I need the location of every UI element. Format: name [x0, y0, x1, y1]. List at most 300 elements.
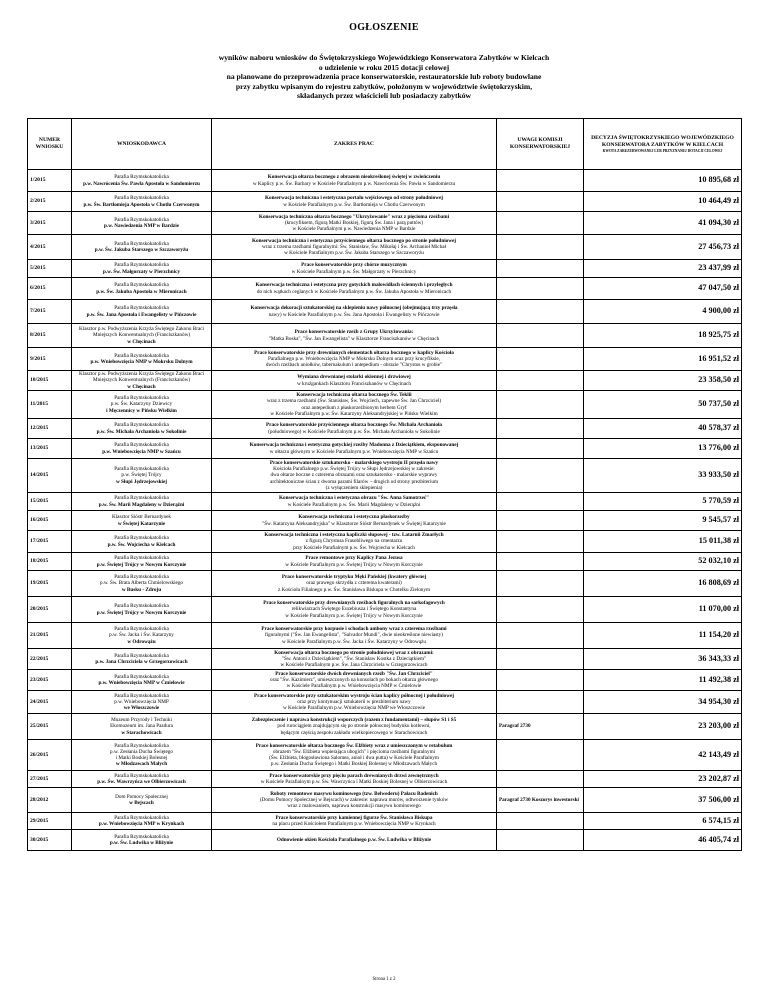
- scope-line: wraz z trzema rzeźbami figuralnymi: Św. Stanisław, Św. Mikołaj i Św. Archanioł Michał: [262, 243, 446, 250]
- scope-line: w Kościele Parafialnym p.w. Św. Jakuba Starszego w Szczaworyżu: [284, 250, 424, 257]
- applicant-line: p.w. Św. Jakuba Apostoła w Mieronicach: [96, 288, 187, 295]
- table-row: [28, 691, 742, 714]
- results-table: [27, 118, 742, 851]
- applicant-line: Parafia Rzymskokatolicka: [114, 442, 169, 449]
- applicant-line: Parafia Rzymskokatolicka: [114, 535, 169, 542]
- cell-applicant: [72, 597, 212, 623]
- header-remarks: UWAGI KOMISJI KONSERWATORSKIEJ: [497, 119, 584, 170]
- applicant-line: p.w. Nawrócenia Św. Pawła Apostoła w Sandomierzu: [83, 180, 200, 187]
- cell-scope: [212, 740, 497, 771]
- cell-scope: [212, 597, 497, 623]
- scope-line: Konserwacja techniczna i estetyczna gotyckiej rzeźby Madonna z Dzieciątkiem, eksponowanej: [249, 442, 459, 449]
- applicant-line: p.w. Wniebowzięcia NMP w Mokrsku Dolnym: [90, 359, 193, 365]
- scope-line: oraz "Św. Kazimierz", umieszczonych na konsolach po bokach ołtarza głównego: [270, 676, 438, 683]
- cell-remarks: [497, 691, 584, 714]
- cell-number: 20/2015: [28, 597, 72, 623]
- table-row: [28, 597, 742, 623]
- applicant-line: p.w. Wniebowzięcia NMP w Szańcu: [102, 448, 181, 455]
- cell-scope: [212, 419, 497, 439]
- cell-amount: 23 202,87 zł: [584, 771, 742, 788]
- table-row: [28, 493, 742, 511]
- scope-line: w Kaplicy p.w. Św. Barbary w Kościele Parafialnym p.w. Nawrócenia Św. Pawła w Sandomierzu: [252, 180, 456, 187]
- scope-line: przy Kościele Parafialnym p.w. Św. Wojciecha w Kielcach: [293, 544, 415, 551]
- scope-line: dwa ołtarze boczne z czterema obrazami oraz sztukatorsko - malarskie wyprawy: [270, 472, 438, 479]
- table-row: [28, 531, 742, 553]
- scope-line: p.w. Zesłania Ducha Świętego i Matki Boskiej Bolesnej w Młodzawach Małych: [270, 761, 438, 768]
- cell-applicant: [72, 300, 212, 324]
- table-row: [28, 623, 742, 649]
- scope-line: (z wyłączeniem sklepienia): [325, 484, 383, 491]
- table-row: [28, 278, 742, 300]
- applicant-line: Parafia Rzymskokatolicka: [114, 262, 169, 269]
- table-row: [28, 788, 742, 813]
- cell-applicant: [72, 260, 212, 278]
- cell-applicant: [72, 348, 212, 371]
- applicant-line: i Matki Boskiej Bolesnej: [115, 755, 168, 761]
- cell-number: 4/2015: [28, 235, 72, 260]
- applicant-line: p.w. Św. Jakuba Starszego w Szczaworyżu: [94, 247, 189, 253]
- cell-applicant: [72, 813, 212, 830]
- cell-remarks: [497, 740, 584, 771]
- applicant-line: Muzeum Przyrody i Techniki: [111, 717, 172, 724]
- cell-number: 18/2015: [28, 553, 72, 571]
- cell-scope: [212, 531, 497, 553]
- cell-scope: [212, 714, 497, 740]
- scope-line: Prace konserwatorskie ołtarza bocznego Św. Elżbiety wraz z umieszczonym w retabulum: [255, 742, 453, 749]
- applicant-line: p.w. Św. Wawrzyńca we Olbierzowicach: [97, 779, 186, 785]
- cell-amount: 41 094,30 zł: [584, 212, 742, 235]
- cell-remarks: Paragraf 2730 Koszorys inwestorski: [497, 788, 584, 813]
- page-footer: Strona 1 z 2: [372, 977, 396, 982]
- subtitle-line: o udzielenie w roku 2015 dotacji celowej: [318, 62, 450, 72]
- scope-line: będącym częścią zespołu zakładu wielkopiecowego w Starachowicach: [280, 729, 428, 736]
- cell-scope: [212, 813, 497, 830]
- cell-number: 19/2015: [28, 571, 72, 597]
- scope-line: Konserwacja techniczna i estetyczna portalu wejściowego od strony południowej: [265, 195, 443, 202]
- cell-number: 26/2015: [28, 740, 72, 771]
- cell-remarks: [497, 511, 584, 531]
- cell-scope: [212, 788, 497, 813]
- cell-remarks: [497, 830, 584, 851]
- applicant-line: Parafia Rzymskokatolicka: [114, 495, 169, 502]
- applicant-line: w Słupi Jędrzejowskiej: [115, 478, 167, 485]
- applicant-line: w Bejscach: [129, 800, 154, 806]
- cell-amount: 16 951,52 zł: [584, 348, 742, 371]
- scope-line: Prace remontowe przy Kaplicy Pana Jezusa: [305, 555, 403, 562]
- applicant-line: w Busku - Zdroju: [121, 586, 162, 593]
- scope-line: w Kościele Parafialnym p.w. Świętej Trójcy w Nowym Korczynie: [285, 561, 423, 568]
- cell-scope: [212, 511, 497, 531]
- applicant-line: w Młodzawach Małych: [115, 761, 168, 768]
- table-row: [28, 371, 742, 391]
- cell-number: 13/2015: [28, 439, 72, 459]
- scope-line: Prace konserwatorskie rzeźb z Grupy Ukrzyżowania:: [294, 329, 414, 336]
- cell-number: 2/2015: [28, 192, 72, 212]
- scope-line: Prace konserwatorskie przy chórze muzycznym: [301, 262, 407, 269]
- cell-number: 3/2015: [28, 212, 72, 235]
- scope-line: "Św. Antoni z Dzieciątkiem", "Św. Stanisław Kostka z Dzieciątkiem": [281, 655, 427, 662]
- cell-remarks: [497, 813, 584, 830]
- cell-amount: 10 895,68 zł: [584, 170, 742, 192]
- applicant-line: Parafia Rzymskokatolicka: [114, 174, 169, 181]
- applicant-line: p.w. Św. Marii Magdaleny w Dzierążni: [98, 501, 185, 508]
- cell-remarks: [497, 649, 584, 670]
- cell-scope: [212, 493, 497, 511]
- cell-amount: 50 737,50 zł: [584, 391, 742, 419]
- scope-line: Konserwacja techniczna i estetyczna kapliczki słupowej - tzw. Latarnii Zmarłych: [264, 532, 444, 539]
- table-row: [28, 324, 742, 348]
- scope-line: Kościoła Parafialnego p.w. Świętej Trójcy w Słupi Jędrzejowskiej w zakresie:: [273, 466, 435, 473]
- cell-scope: [212, 235, 497, 260]
- scope-line: w Kościele Parafialnym p.w. Nawiedzenia NMP w Bardzie: [292, 226, 416, 233]
- applicant-line: p.w. Św. Michała Archanioła w Sokolinie: [96, 428, 187, 435]
- cell-number: 28/2012: [28, 788, 72, 813]
- document-title: OGŁOSZENIE: [349, 22, 419, 33]
- cell-remarks: [497, 553, 584, 571]
- cell-amount: 40 578,37 zł: [584, 419, 742, 439]
- applicant-line: Parafia Rzymskokatolicka: [114, 814, 169, 821]
- scope-line: Prace konserwatorskie przy pięciu parach drewnianych drzwi zewnętrznych: [269, 772, 439, 779]
- table-row: [28, 348, 742, 371]
- cell-remarks: [497, 771, 584, 788]
- applicant-line: Klasztor p.w. Podwyższenia Krzyża Świętego Zakonu Braci: [79, 371, 204, 378]
- cell-amount: 23 358,50 zł: [584, 371, 742, 391]
- scope-line: Konserwacja techniczna ołtarza bocznego "Ukrzyżowanie" wraz z pięcioma rzeźbami: [258, 213, 450, 220]
- scope-line: Prace konserwatorskie przy kamiennej figurze Św. Stanisława Biskupa: [275, 814, 433, 821]
- applicant-line: Parafia Rzymskokatolicka: [114, 352, 169, 359]
- applicant-line: Parafia Rzymskokatolicka: [114, 652, 169, 659]
- cell-amount: 27 456,73 zł: [584, 235, 742, 260]
- table-row: [28, 419, 742, 439]
- applicant-line: Parafia Rzymskokatolicka: [114, 195, 169, 202]
- scope-line: z figurą Chrystusa Frasobliwego na cmentarzu: [305, 538, 403, 545]
- scope-line: "Św. Katarzyna Aleksandryjska" w Klasztorze Sióstr Bernardynek w Świętej Katarzynie: [262, 520, 446, 527]
- cell-applicant: [72, 459, 212, 493]
- table-row: [28, 771, 742, 788]
- applicant-line: Parafia Rzymskokatolicka: [114, 305, 169, 312]
- cell-scope: [212, 771, 497, 788]
- cell-applicant: [72, 511, 212, 531]
- cell-number: 1/2015: [28, 170, 72, 192]
- cell-remarks: [497, 192, 584, 212]
- scope-line: Konserwacja techniczna i estetyczna płaskorzeźby: [298, 514, 410, 521]
- results-table-body: [28, 170, 742, 851]
- cell-scope: [212, 260, 497, 278]
- cell-amount: 42 143,49 zł: [584, 740, 742, 771]
- cell-remarks: [497, 419, 584, 439]
- cell-applicant: [72, 714, 212, 740]
- scope-line: Prace konserwatorskie sztukatorsko - malarskiego wystroju II przęsła nawy: [269, 460, 439, 467]
- table-row: [28, 571, 742, 597]
- cell-amount: 11 154,20 zł: [584, 623, 742, 649]
- table-row: [28, 300, 742, 324]
- cell-applicant: [72, 771, 212, 788]
- cell-scope: [212, 553, 497, 571]
- cell-amount: 15 011,38 zł: [584, 531, 742, 553]
- header-decision: [584, 119, 742, 170]
- header-decision-title: DECYZJA ŚWIĘTOKRZYSKIEGO WOJEWÓDZKIEGO KONSERWATORA ZABYTKÓW W KIELCACH: [591, 134, 734, 148]
- cell-applicant: [72, 531, 212, 553]
- applicant-line: p.w. Wniebowzięcia NMP w Krynkach: [98, 821, 185, 827]
- cell-remarks: [497, 670, 584, 691]
- cell-number: 7/2015: [28, 300, 72, 324]
- applicant-line: p.w. Św. Jacka i Św. Katarzyny: [109, 632, 174, 639]
- cell-scope: [212, 348, 497, 371]
- applicant-line: w Starachowicach: [121, 729, 162, 736]
- cell-remarks: [497, 439, 584, 459]
- table-row: [28, 170, 742, 192]
- cell-number: 21/2015: [28, 623, 72, 649]
- cell-applicant: [72, 371, 212, 391]
- cell-amount: 33 933,50 zł: [584, 459, 742, 493]
- cell-amount: 10 464,49 zł: [584, 192, 742, 212]
- scope-line: Prace konserwatorskie tryptyku Męki Pańskiej (kwatery głównej: [281, 574, 427, 581]
- scope-line: Konserwacja dekoracji sztukatorskiej na sklepieniu nawy północnej (obejmującą trzy przęsła: [250, 305, 458, 312]
- scope-line: Zabezpieczenie i naprawa konstrukcji wsporczych (razem z fundamentami) – słupów S1 i S5: [251, 717, 457, 724]
- applicant-line: Mniejszych Konwentualnych (Franciszkanów): [92, 377, 191, 384]
- cell-amount: 18 925,75 zł: [584, 324, 742, 348]
- applicant-line: p.w. Świętej Trójcy w Nowym Korczynie: [96, 561, 187, 568]
- cell-amount: 11 070,00 zł: [584, 597, 742, 623]
- header-decision-sub: KWOTA ZAREZERWOWANEJ LUB PRZYZNANEJ DOTACJI CELOWEJ: [602, 148, 723, 153]
- table-row: [28, 511, 742, 531]
- table-row: [28, 235, 742, 260]
- scope-line: (południowego) w Kościele Parafialnym p.w. Św. Michała Archanioła w Sokolinie: [268, 428, 440, 435]
- applicant-line: w Chęcinach: [127, 383, 156, 390]
- cell-amount: 11 492,38 zł: [584, 670, 742, 691]
- cell-scope: [212, 300, 497, 324]
- table-row: [28, 553, 742, 571]
- cell-number: 14/2015: [28, 459, 72, 493]
- scope-line: w Kościele Parafialnym p.w. Św. Wawrzyńca i Matki Boskiej Bolesnej w Olbierzowicach: [260, 779, 448, 785]
- cell-applicant: [72, 649, 212, 670]
- table-row: [28, 212, 742, 235]
- applicant-line: p.w. Św. Jana Apostoła i Ewangelisty w Pińczowie: [86, 311, 197, 318]
- applicant-line: w Chęcinach: [127, 338, 156, 345]
- cell-amount: 23 437,99 zł: [584, 260, 742, 278]
- table-row: [28, 813, 742, 830]
- applicant-line: p.w. Św. Ludwika w Bliżynie: [109, 840, 174, 846]
- scope-line: w Kościele Parafialnym p.w. Św. Małgorzaty w Pierzchnicy: [291, 268, 417, 275]
- cell-remarks: [497, 531, 584, 553]
- header-scope: ZAKRES PRAC: [212, 119, 497, 170]
- applicant-line: p.w. Wniebowzięcia NMP: [114, 698, 169, 705]
- header-applicant: WNIOSKODAWCA: [72, 119, 212, 170]
- cell-scope: [212, 439, 497, 459]
- cell-number: 15/2015: [28, 493, 72, 511]
- applicant-line: w Świętej Katarzynie: [117, 520, 166, 527]
- scope-line: Prace konserwatorskie przy drewnianych rzeźbach figuralnych na sarkofagowych: [263, 600, 445, 607]
- scope-line: oraz przy kontynuacji sztukaterii w prezbiterium nawy: [297, 698, 411, 705]
- applicant-line: p.w. Św. Bartłomieja Apostoła w Chotlu Czerwonym: [83, 201, 200, 208]
- cell-number: 24/2015: [28, 691, 72, 714]
- cell-amount: 16 808,69 zł: [584, 571, 742, 597]
- cell-applicant: [72, 235, 212, 260]
- scope-line: nawy) w Kościele Parafialnym p.w. Św. Jana Apostoła i Ewangelisty w Pińczowie: [268, 311, 440, 318]
- cell-scope: [212, 691, 497, 714]
- applicant-line: p.w. Świętej Trójcy w Nowym Korczynie: [96, 609, 187, 616]
- cell-scope: [212, 459, 497, 493]
- cell-number: 8/2015: [28, 324, 72, 348]
- cell-scope: [212, 649, 497, 670]
- table-row: [28, 192, 742, 212]
- cell-applicant: [72, 740, 212, 771]
- cell-number: 10/2015: [28, 371, 72, 391]
- applicant-line: Mniejszych Konwentualnych (Franciszkanów): [92, 332, 191, 339]
- table-row: [28, 670, 742, 691]
- scope-line: pod rurociągiem znajdującym się po stronie północnej budynku kotłowni,: [277, 723, 431, 730]
- scope-line: oraz antepedium z płaskorzeźbionym herbem Gryf: [301, 404, 407, 411]
- scope-line: na placu przed Kościołem Parafialnym p.w. Wniebowzięcia NMP w Krynkach: [272, 821, 436, 827]
- applicant-line: Parafia Rzymskokatolicka: [114, 555, 169, 562]
- cell-number: 25/2015: [28, 714, 72, 740]
- cell-applicant: [72, 391, 212, 419]
- cell-applicant: [72, 691, 212, 714]
- scope-line: w Kościele Parafialnym p.w. Świętej Trójcy w Nowym Korczynie: [285, 612, 423, 619]
- cell-applicant: [72, 670, 212, 691]
- cell-amount: 13 776,00 zł: [584, 439, 742, 459]
- document-subtitle: [100, 53, 668, 101]
- scope-line: Prace konserwatorskie przyściennego ołtarza bocznego Św. Michała Archanioła: [266, 422, 442, 429]
- cell-applicant: [72, 212, 212, 235]
- applicant-line: Parafia Rzymskokatolicka: [114, 673, 169, 680]
- applicant-line: Parafia Rzymskokatolicka: [114, 240, 169, 247]
- cell-remarks: [497, 371, 584, 391]
- table-row: [28, 740, 742, 771]
- cell-applicant: [72, 623, 212, 649]
- applicant-line: i Męczennicy w Pińsku Wielkim: [106, 407, 177, 414]
- cell-applicant: [72, 571, 212, 597]
- scope-line: wraz z trzema rzeźbami (Św. Stanisław, Św. Wojciech, zapewne Św. Jan Chrzciciel): [266, 398, 442, 405]
- applicant-line: p.w. Nawiedzenia NMP w Bardzie: [104, 223, 179, 229]
- header-row: [28, 119, 742, 170]
- cell-number: 29/2015: [28, 813, 72, 830]
- table-row: [28, 439, 742, 459]
- applicant-line: Parafia Rzymskokatolicka: [114, 574, 169, 581]
- applicant-line: p.w. Św. Wojciecha w Kielcach: [107, 541, 176, 548]
- scope-line: w Kościele Parafialnym p.w. Św. Bartłomieja w Chotlu Czerwonym: [283, 201, 425, 208]
- cell-remarks: [497, 493, 584, 511]
- cell-number: 11/2015: [28, 391, 72, 419]
- cell-number: 9/2015: [28, 348, 72, 371]
- cell-number: 12/2015: [28, 419, 72, 439]
- cell-scope: [212, 830, 497, 851]
- applicant-line: p.w. Zesłania Ducha Świętego: [110, 748, 173, 755]
- scope-line: (Św. Elżbieta, błogosławiona Salomea, anioł i dwa putta) w Kościele Parafialnym: [269, 755, 439, 761]
- subtitle-line: przy zabytku wpisanym do rejestru zabytków, położonym w województwie świętokrzyskim,: [235, 81, 533, 91]
- table-row: [28, 830, 742, 851]
- cell-applicant: [72, 788, 212, 813]
- subtitle-line: wyników naboru wniosków do Świętokrzyskiego Wojewódzkiego Konserwatora Zabytków w Kielcach: [218, 53, 550, 62]
- cell-number: 16/2015: [28, 511, 72, 531]
- scope-line: relikwiarzach Świętego Euzebiusza i Świętego Konstantyna: [291, 606, 417, 613]
- cell-number: 5/2015: [28, 260, 72, 278]
- cell-scope: [212, 212, 497, 235]
- cell-remarks: [497, 170, 584, 192]
- cell-scope: [212, 670, 497, 691]
- cell-scope: [212, 192, 497, 212]
- applicant-line: Parafia Rzymskokatolicka: [114, 742, 169, 749]
- table-row: [28, 459, 742, 493]
- applicant-line: Parafia Rzymskokatolicka: [114, 466, 169, 473]
- cell-amount: 52 032,10 zł: [584, 553, 742, 571]
- applicant-line: p.w. Św. Brata Alberta Chmielowskiego: [99, 580, 184, 587]
- cell-scope: [212, 278, 497, 300]
- scope-line: w krużgankach Klasztoru Franciszkanów w Chęcinach: [297, 380, 411, 387]
- scope-line: Prace konserwatorskie przy korpusie i schodach ambony wraz z czterema rzeźbami: [261, 626, 447, 633]
- cell-remarks: [497, 324, 584, 348]
- table-row: [28, 391, 742, 419]
- cell-scope: [212, 391, 497, 419]
- scope-line: Parafialnego p.w. Wniebowzięcia NMP w Mokrsku Dolnym oraz przy krucyfiksie,: [268, 355, 440, 362]
- cell-remarks: [497, 260, 584, 278]
- table-row: [28, 649, 742, 670]
- cell-amount: 47 047,50 zł: [584, 278, 742, 300]
- applicant-line: w Odrowążu: [127, 638, 156, 645]
- scope-line: w Kościele Parafialnym p.w. Św. Marii Magdaleny w Dzierążni: [287, 501, 421, 508]
- cell-number: 23/2015: [28, 670, 72, 691]
- cell-scope: [212, 324, 497, 348]
- header-number: NUMER WNIOSKU: [28, 119, 72, 170]
- applicant-line: we Włoszczowie: [123, 705, 160, 712]
- scope-line: architektoniczne ścian z dwoma parami filarów – drugich od strony prezbiterium: [270, 478, 438, 485]
- cell-applicant: [72, 830, 212, 851]
- scope-line: w Kościele Parafialnym p.w. Wniebowzięcia NMP w Ćmielowie: [286, 683, 422, 690]
- scope-line: z Kościoła Filialnego p.w. Św. Stanisława Biskupa w Chotelku Zielonym: [277, 586, 431, 593]
- cell-applicant: [72, 493, 212, 511]
- cell-applicant: [72, 192, 212, 212]
- scope-line: do nich wątkach ceglanych w Kościele Parafialnym p.w. Św. Jakuba Apostoła w Mieronicach: [256, 288, 452, 295]
- cell-amount: 46 405,74 zł: [584, 830, 742, 851]
- cell-remarks: Paragraf 2730: [497, 714, 584, 740]
- table-row: [28, 260, 742, 278]
- cell-remarks: [497, 391, 584, 419]
- cell-applicant: [72, 324, 212, 348]
- scope-line: w Kościele Parafialnym p.w. Św. Katarzyny Aleksandryjskiej w Pińsku Wielkim: [270, 410, 438, 417]
- scope-line: Odnowienie okien Kościoła Parafialnego p.w. Św. Ludwika w Bliżynie: [276, 836, 432, 843]
- subtitle-line: składanych przez właścicieli lub posiadaczy zabytków: [296, 91, 472, 101]
- applicant-line: p.w. Św. Małgorzaty w Pierzchnicy: [102, 268, 181, 275]
- applicant-line: Parafia Rzymskokatolicka: [114, 216, 169, 223]
- cell-amount: 6 574,15 zł: [584, 813, 742, 830]
- cell-amount: 9 545,57 zł: [584, 511, 742, 531]
- applicant-line: Parafia Rzymskokatolicka: [114, 603, 169, 610]
- cell-scope: [212, 623, 497, 649]
- scope-line: oraz prawego skrzydła z czterema kwaterami): [306, 580, 402, 587]
- cell-number: 17/2015: [28, 531, 72, 553]
- scope-line: w Kościele Parafialnym p.w. Św. Jana Chrzciciela w Grzegorzowicach: [280, 662, 428, 669]
- scope-line: Konserwacja techniczna ołtarza bocznego Św. Teklii: [296, 392, 412, 399]
- scope-line: Wymiana drewnianej stolarki okiennej i drzwiowej: [297, 374, 411, 381]
- cell-number: 27/2015: [28, 771, 72, 788]
- scope-line: Konserwacja techniczna i estetyczna obrazu "Św. Anna Samotrzeć": [278, 495, 430, 502]
- cell-remarks: [497, 212, 584, 235]
- cell-remarks: [497, 571, 584, 597]
- cell-number: 6/2015: [28, 278, 72, 300]
- scope-line: Konserwacja ołtarza bocznego z obrazem nieokreślonej świętej w zwieńczeniu: [267, 174, 441, 181]
- cell-amount: 36 343,33 zł: [584, 649, 742, 670]
- scope-line: dwóch rzeźbach aniołków, tabernakulum i antepedium - obrazie "Chrystus w grobie": [265, 362, 443, 369]
- applicant-line: Klasztor p.w. Podwyższenia Krzyża Świętego Zakonu Braci: [79, 326, 204, 333]
- scope-line: w ołtarzu głównym w Kościele Parafialnym p.w. Wniebowzięcia NMP w Szańcu: [269, 448, 439, 455]
- cell-applicant: [72, 170, 212, 192]
- applicant-line: p.w. Wniebowzięcia NMP w Ćmielowie: [98, 680, 185, 686]
- cell-scope: [212, 170, 497, 192]
- cell-remarks: [497, 278, 584, 300]
- cell-scope: [212, 371, 497, 391]
- applicant-line: Parafia Rzymskokatolicka: [114, 692, 169, 699]
- cell-applicant: [72, 439, 212, 459]
